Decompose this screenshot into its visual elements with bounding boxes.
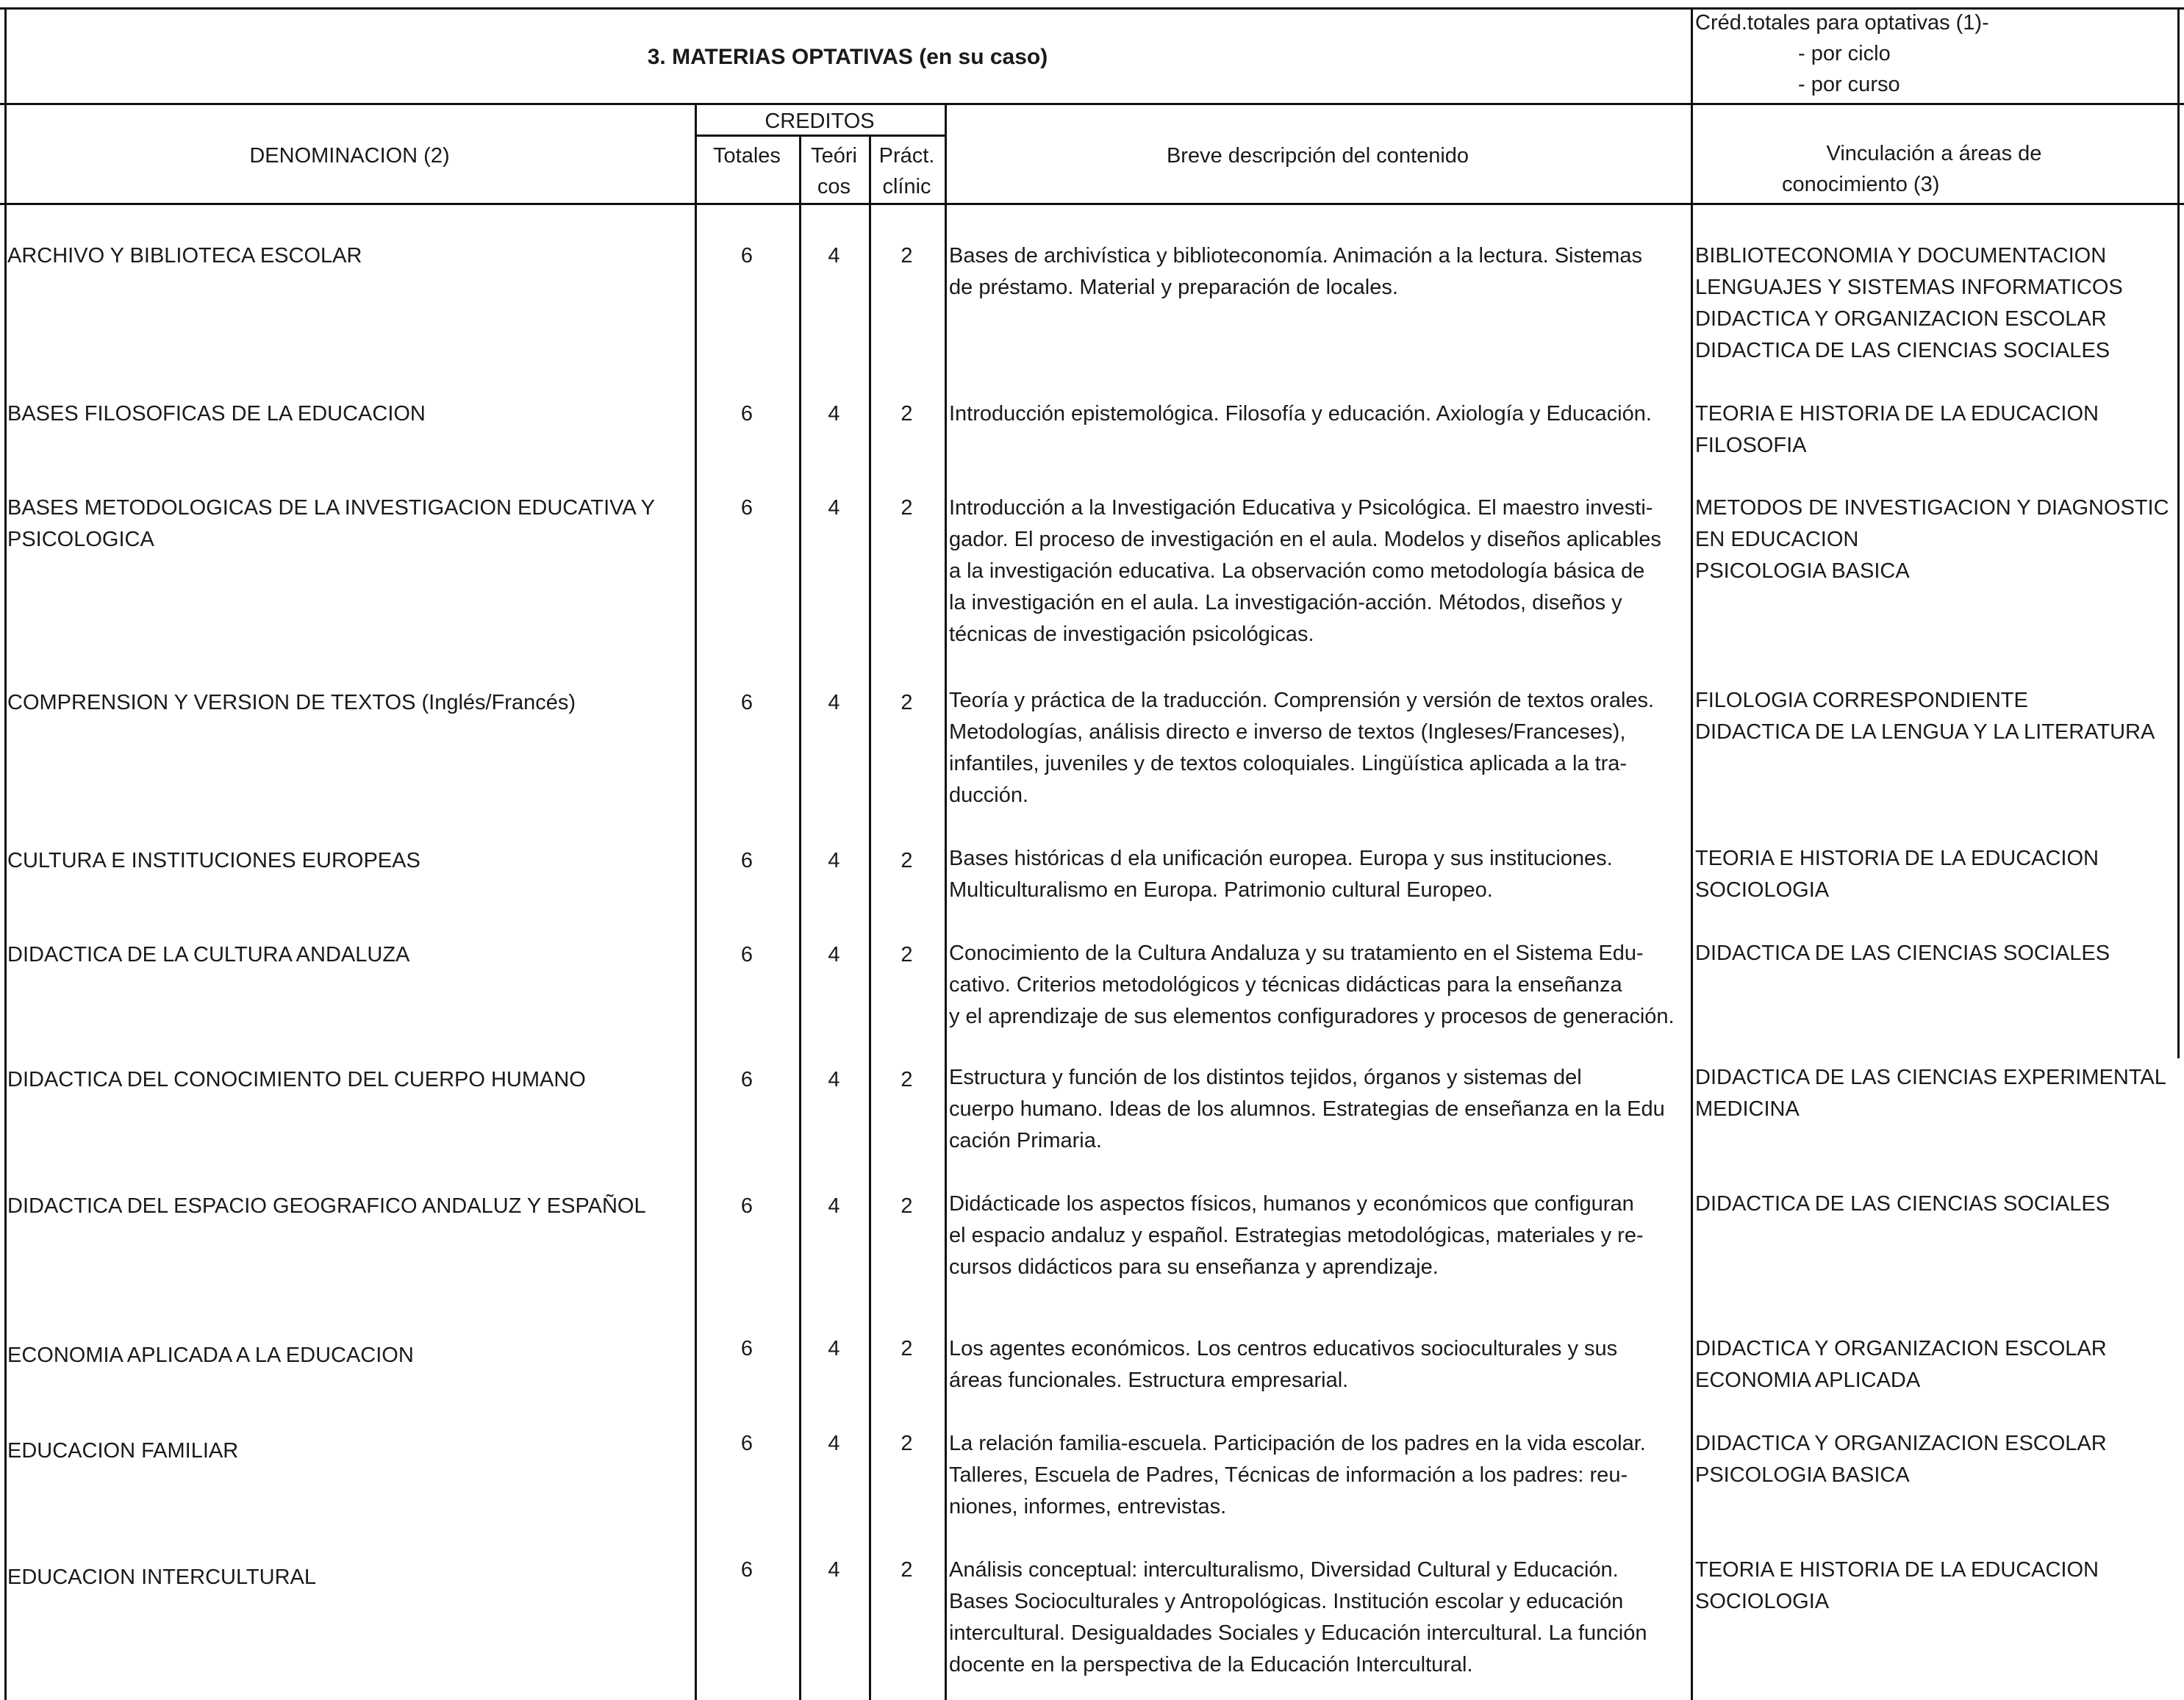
row-denominacion xyxy=(7,1191,646,1222)
row-practicos: 2 xyxy=(901,849,913,872)
row-practicos: 2 xyxy=(901,1432,913,1455)
row-practicos: 2 xyxy=(901,691,913,714)
practicos-header-line-1: Práct. xyxy=(878,144,935,168)
row-teoricos: 4 xyxy=(828,943,840,966)
descripcion-line: el espacio andaluz y español. Estrategias metodológicas, materiales y re- xyxy=(949,1224,1644,1247)
denominacion-line: BASES METODOLOGICAS DE LA INVESTIGACION EDUCATIVA Y xyxy=(7,496,655,520)
row-denominacion xyxy=(7,240,362,272)
area-line: DIDACTICA DE LA LENGUA Y LA LITERATURA xyxy=(1695,720,2155,744)
row-areas xyxy=(1695,1188,2110,1220)
row-denominacion xyxy=(7,492,655,556)
row-areas xyxy=(1695,240,2123,367)
descripcion-line: Bases históricas d ela unificación europea. Europa y sus instituciones. xyxy=(949,847,1613,870)
row-areas xyxy=(1695,398,2099,462)
area-line: EN EDUCACION xyxy=(1695,528,1859,551)
descripcion-line: Análisis conceptual: interculturalismo, Diversidad Cultural y Educación. xyxy=(949,1558,1619,1582)
descripcion-line: niones, informes, entrevistas. xyxy=(949,1495,1227,1518)
descripcion-line: Los agentes económicos. Los centros educativos socioculturales y sus xyxy=(949,1337,1618,1360)
row-teoricos: 4 xyxy=(828,402,840,426)
descripcion-header: Breve descripción del contenido xyxy=(1166,144,1469,168)
row-totales: 6 xyxy=(740,1558,753,1582)
row-descripcion xyxy=(949,398,1652,430)
descripcion-line: y el aprendizaje de sus elementos configuradores y procesos de generación. xyxy=(949,1005,1675,1028)
row-descripcion xyxy=(949,240,1642,304)
area-line: FILOLOGIA CORRESPONDIENTE xyxy=(1695,689,2028,712)
row-denominacion xyxy=(7,939,409,971)
row-totales: 6 xyxy=(740,1194,753,1218)
denominacion-line: DIDACTICA DEL CONOCIMIENTO DEL CUERPO HUMANO xyxy=(7,1068,586,1091)
row-denominacion xyxy=(7,1340,414,1371)
col-practicos-border xyxy=(869,135,871,1700)
descripcion-line: La relación familia-escuela. Participación de los padres en la vida escolar. xyxy=(949,1432,1646,1455)
descripcion-line: docente en la perspectiva de la Educación Intercultural. xyxy=(949,1653,1473,1676)
area-line: SOCIOLOGIA xyxy=(1695,878,1830,902)
row-descripcion xyxy=(949,843,1613,906)
cred-per-cycle: - por ciclo xyxy=(1798,42,1891,65)
area-line: DIDACTICA DE LAS CIENCIAS EXPERIMENTAL xyxy=(1695,1066,2166,1089)
area-line: BIBLIOTECONOMIA Y DOCUMENTACION xyxy=(1695,244,2107,268)
descripcion-line: cativo. Criterios metodológicos y técnicas didácticas para la enseñanza xyxy=(949,973,1622,997)
descripcion-line: áreas funcionales. Estructura empresarial. xyxy=(949,1369,1349,1392)
row-practicos: 2 xyxy=(901,1068,913,1091)
table-left-border xyxy=(4,7,7,1700)
area-line: DIDACTICA Y ORGANIZACION ESCOLAR xyxy=(1695,1337,2107,1360)
denominacion-line: BASES FILOSOFICAS DE LA EDUCACION xyxy=(7,402,426,426)
row-practicos: 2 xyxy=(901,1337,913,1360)
row-denominacion xyxy=(7,845,420,877)
row-areas xyxy=(1695,938,2110,969)
descripcion-line: intercultural. Desigualdades Sociales y Educación intercultural. La función xyxy=(949,1621,1647,1645)
row-totales: 6 xyxy=(740,1337,753,1360)
row-teoricos: 4 xyxy=(828,1558,840,1582)
teoricos-header-line-1: Teóri xyxy=(811,144,857,168)
row-descripcion xyxy=(949,938,1675,1033)
descripcion-line: Introducción epistemológica. Filosofía y educación. Axiología y Educación. xyxy=(949,402,1652,426)
area-line: PSICOLOGIA BASICA xyxy=(1695,1463,1910,1487)
column-header-bottom-border xyxy=(0,203,2184,205)
row-teoricos: 4 xyxy=(828,1337,840,1360)
col-totales-border xyxy=(695,103,697,1700)
row-areas xyxy=(1695,1333,2107,1396)
row-descripcion xyxy=(949,1062,1665,1157)
section-header-bottom-border xyxy=(0,103,2184,105)
descripcion-line: Bases de archivística y biblioteconomía. Animación a la lectura. Sistemas xyxy=(949,244,1642,268)
denominacion-line: PSICOLOGICA xyxy=(7,528,154,551)
row-areas xyxy=(1695,1062,2166,1125)
descripcion-line: Didácticade los aspectos físicos, humanos y económicos que configuran xyxy=(949,1192,1634,1216)
descripcion-line: Metodologías, análisis directo e inverso de textos (Ingleses/Franceses), xyxy=(949,720,1626,744)
row-totales: 6 xyxy=(740,943,753,966)
descripcion-line: técnicas de investigación psicológicas. xyxy=(949,623,1314,646)
area-line: DIDACTICA Y ORGANIZACION ESCOLAR xyxy=(1695,307,2107,331)
row-denominacion xyxy=(7,398,426,430)
denominacion-line: DIDACTICA DEL ESPACIO GEOGRAFICO ANDALUZ Y ESPAÑOL xyxy=(7,1194,646,1218)
row-areas xyxy=(1695,843,2099,906)
cred-per-course: - por curso xyxy=(1798,73,1900,96)
cred-totals-title: Créd.totales para optativas (1)- xyxy=(1695,11,1989,35)
row-totales: 6 xyxy=(740,496,753,520)
row-totales: 6 xyxy=(740,691,753,714)
section-title: 3. MATERIAS OPTATIVAS (en su caso) xyxy=(647,45,1048,69)
area-line: TEORIA E HISTORIA DE LA EDUCACION xyxy=(1695,1558,2099,1582)
denominacion-header: DENOMINACION (2) xyxy=(249,144,450,168)
area-line: TEORIA E HISTORIA DE LA EDUCACION xyxy=(1695,402,2099,426)
row-totales: 6 xyxy=(740,244,753,268)
descripcion-line: cación Primaria. xyxy=(949,1129,1102,1152)
creditos-header: CREDITOS xyxy=(765,110,875,133)
row-totales: 6 xyxy=(740,1432,753,1455)
descripcion-line: Talleres, Escuela de Padres, Técnicas de información a los padres: reu- xyxy=(949,1463,1628,1487)
area-line: DIDACTICA DE LAS CIENCIAS SOCIALES xyxy=(1695,1192,2110,1216)
col-teoricos-border xyxy=(799,135,801,1700)
row-teoricos: 4 xyxy=(828,496,840,520)
area-line: MEDICINA xyxy=(1695,1097,1800,1121)
row-teoricos: 4 xyxy=(828,691,840,714)
row-teoricos: 4 xyxy=(828,244,840,268)
row-areas xyxy=(1695,492,2169,587)
area-line: FILOSOFIA xyxy=(1695,434,1807,457)
row-practicos: 2 xyxy=(901,496,913,520)
descripcion-line: infantiles, juveniles y de textos coloquiales. Lingüística aplicada a la tra- xyxy=(949,752,1628,775)
denominacion-line: CULTURA E INSTITUCIONES EUROPEAS xyxy=(7,849,420,872)
area-line: DIDACTICA Y ORGANIZACION ESCOLAR xyxy=(1695,1432,2107,1455)
area-line: TEORIA E HISTORIA DE LA EDUCACION xyxy=(1695,847,2099,870)
descripcion-line: Estructura y función de los distintos tejidos, órganos y sistemas del xyxy=(949,1066,1582,1089)
descripcion-line: Introducción a la Investigación Educativa y Psicológica. El maestro investi- xyxy=(949,496,1653,520)
row-teoricos: 4 xyxy=(828,1432,840,1455)
col-vinculacion-border xyxy=(1691,7,1693,1700)
row-descripcion xyxy=(949,492,1661,650)
row-descripcion xyxy=(949,685,1654,811)
row-areas xyxy=(1695,685,2155,748)
descripcion-line: Teoría y práctica de la traducción. Comprensión y versión de textos orales. xyxy=(949,689,1655,712)
row-practicos: 2 xyxy=(901,244,913,268)
descripcion-line: Bases Socioculturales y Antropológicas. Institución escolar y educación xyxy=(949,1590,1624,1613)
area-line: LENGUAJES Y SISTEMAS INFORMATICOS xyxy=(1695,276,2123,299)
denominacion-line: ECONOMIA APLICADA A LA EDUCACION xyxy=(7,1344,414,1367)
row-practicos: 2 xyxy=(901,1194,913,1218)
area-line: METODOS DE INVESTIGACION Y DIAGNOSTIC xyxy=(1695,496,2169,520)
totales-header: Totales xyxy=(713,144,781,168)
row-denominacion xyxy=(7,1562,316,1593)
row-totales: 6 xyxy=(740,1068,753,1091)
row-areas xyxy=(1695,1554,2099,1618)
row-teoricos: 4 xyxy=(828,1194,840,1218)
descripcion-line: la investigación en el aula. La investigación-acción. Métodos, diseños y xyxy=(949,591,1622,614)
row-descripcion xyxy=(949,1188,1644,1283)
descripcion-line: gador. El proceso de investigación en el aula. Modelos y diseños aplicables xyxy=(949,528,1661,551)
descripcion-line: Conocimiento de la Cultura Andaluza y su tratamiento en el Sistema Edu- xyxy=(949,942,1644,965)
denominacion-line: DIDACTICA DE LA CULTURA ANDALUZA xyxy=(7,943,410,966)
row-denominacion xyxy=(7,1064,586,1096)
table-right-border xyxy=(2177,7,2180,1058)
row-descripcion xyxy=(949,1554,1647,1681)
area-line: PSICOLOGIA BASICA xyxy=(1695,559,1910,583)
row-totales: 6 xyxy=(740,849,753,872)
row-descripcion xyxy=(949,1428,1646,1523)
row-descripcion xyxy=(949,1333,1617,1396)
denominacion-line: EDUCACION FAMILIAR xyxy=(7,1439,239,1463)
descripcion-line: de préstamo. Material y preparación de locales. xyxy=(949,276,1398,299)
area-line: DIDACTICA DE LAS CIENCIAS SOCIALES xyxy=(1695,942,2110,965)
denominacion-line: EDUCACION INTERCULTURAL xyxy=(7,1565,317,1589)
row-practicos: 2 xyxy=(901,402,913,426)
area-line: ECONOMIA APLICADA xyxy=(1695,1369,1921,1392)
row-denominacion xyxy=(7,687,576,719)
vinculacion-header-line-2: conocimiento (3) xyxy=(1782,173,1940,196)
row-areas xyxy=(1695,1428,2107,1491)
descripcion-line: a la investigación educativa. La observación como metodología básica de xyxy=(949,559,1645,583)
col-descripcion-border xyxy=(945,103,947,1700)
vinculacion-header-line-1: Vinculación a áreas de xyxy=(1826,142,2042,165)
row-totales: 6 xyxy=(740,402,753,426)
area-line: SOCIOLOGIA xyxy=(1695,1590,1830,1613)
practicos-header-line-2: clínic xyxy=(882,175,931,198)
area-line: DIDACTICA DE LAS CIENCIAS SOCIALES xyxy=(1695,339,2110,362)
descripcion-line: cuerpo humano. Ideas de los alumnos. Estrategias de enseñanza en la Edu xyxy=(949,1097,1665,1121)
row-practicos: 2 xyxy=(901,943,913,966)
row-practicos: 2 xyxy=(901,1558,913,1582)
teoricos-header-line-2: cos xyxy=(817,175,851,198)
row-teoricos: 4 xyxy=(828,849,840,872)
denominacion-line: ARCHIVO Y BIBLIOTECA ESCOLAR xyxy=(7,244,362,268)
row-denominacion xyxy=(7,1435,238,1467)
descripcion-line: ducción. xyxy=(949,783,1029,807)
row-teoricos: 4 xyxy=(828,1068,840,1091)
descripcion-line: cursos didácticos para su enseñanza y aprendizaje. xyxy=(949,1255,1439,1279)
denominacion-line: COMPRENSION Y VERSION DE TEXTOS (Inglés/Francés) xyxy=(7,691,576,714)
descripcion-line: Multiculturalismo en Europa. Patrimonio cultural Europeo. xyxy=(949,878,1493,902)
